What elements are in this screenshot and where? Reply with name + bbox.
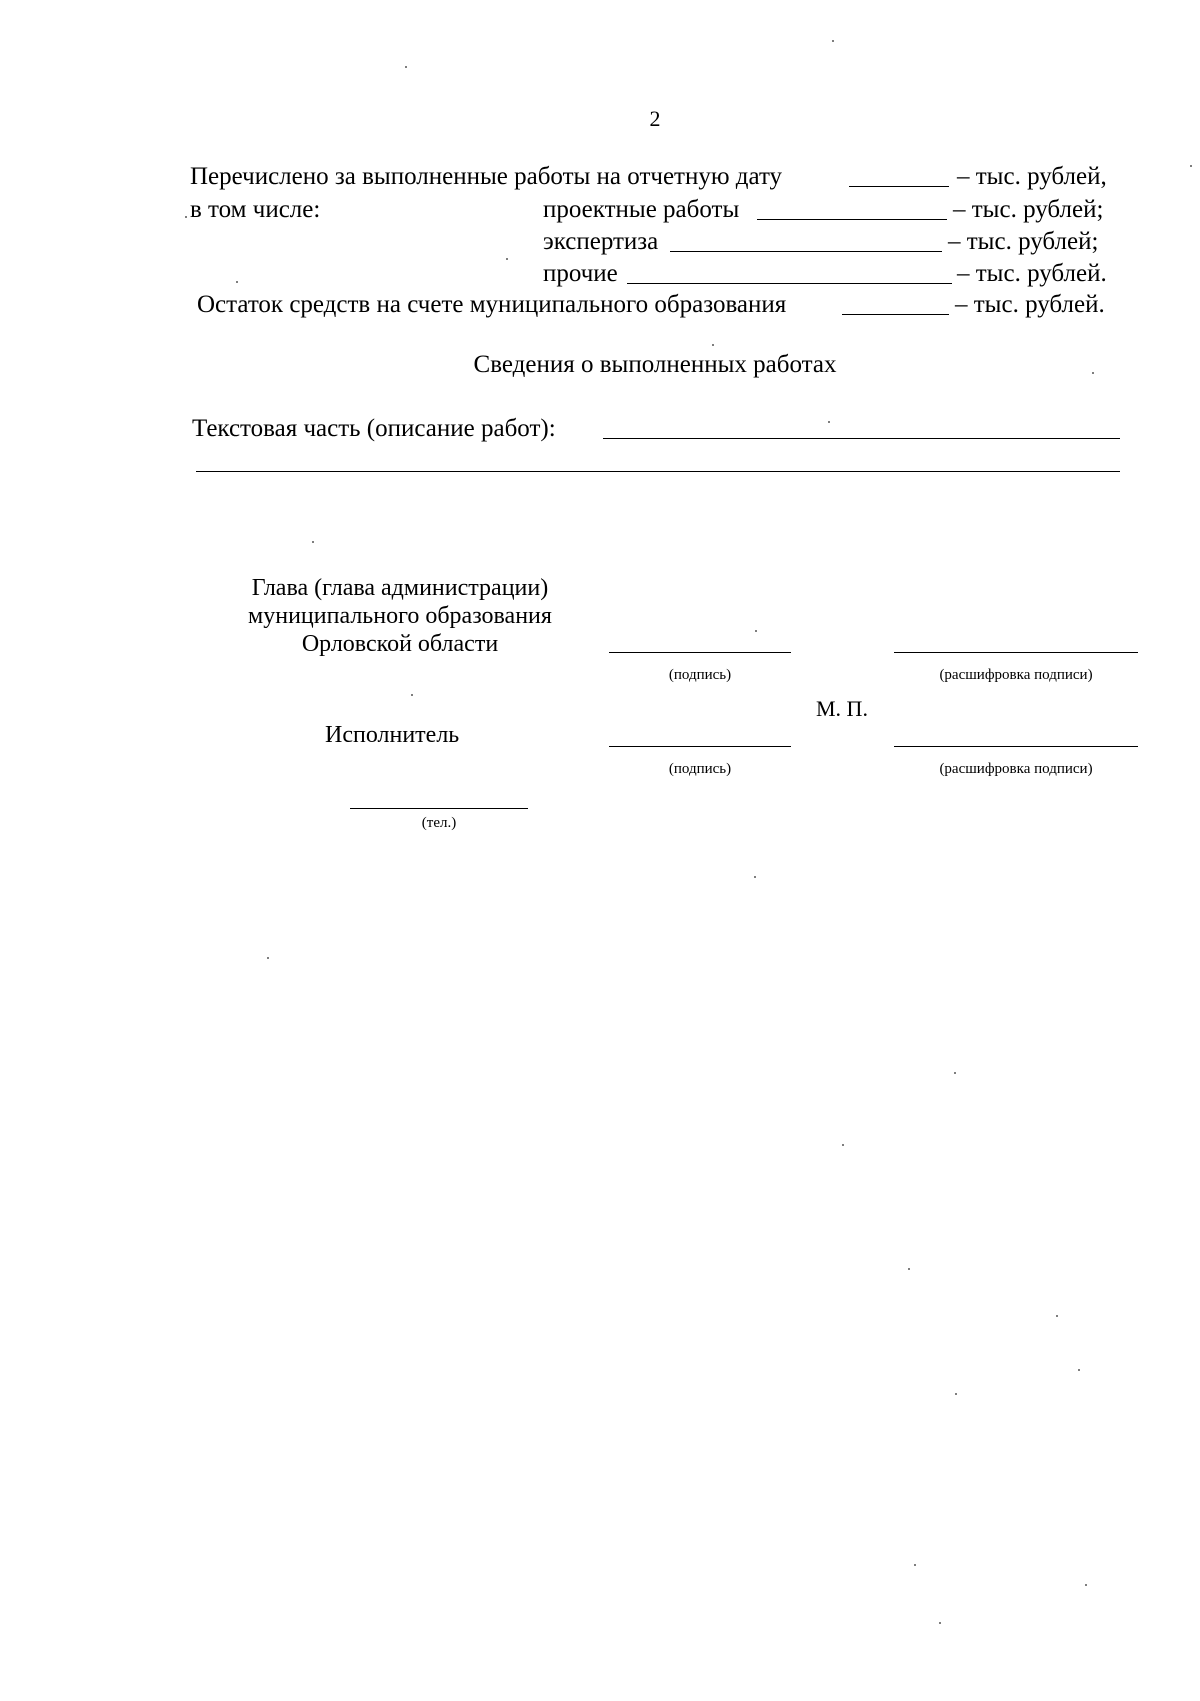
scan-speck (908, 1268, 910, 1270)
scan-speck (267, 957, 269, 959)
scan-speck (955, 1393, 957, 1395)
transferred-label: Перечислено за выполненные работы на отчетную дату (190, 163, 783, 190)
scan-speck (842, 1144, 844, 1146)
design-works-label: проектные работы (543, 196, 740, 223)
signature-caption: (подпись) (668, 667, 732, 683)
head-title-line1: Глава (глава администрации) (251, 575, 549, 601)
scan-speck (185, 216, 187, 218)
scan-speck (405, 66, 407, 68)
transferred-amount-blank[interactable] (849, 186, 949, 187)
text-part-blank-1[interactable] (603, 438, 1120, 439)
head-decoding-blank[interactable] (894, 652, 1138, 653)
including-label: в том числе: (190, 196, 321, 223)
scan-speck (1085, 1584, 1087, 1586)
executor-signature-blank[interactable] (609, 746, 791, 747)
other-blank[interactable] (627, 283, 952, 284)
expertise-blank[interactable] (670, 251, 942, 252)
page-number: 2 (649, 106, 661, 131)
scan-speck (954, 1072, 956, 1074)
phone-blank[interactable] (350, 808, 528, 809)
text-part-label: Текстовая часть (описание работ): (192, 415, 556, 442)
scan-speck (506, 258, 508, 260)
scan-speck (755, 630, 757, 632)
scan-speck (236, 281, 238, 283)
head-title-line2: муниципального образования (248, 603, 552, 629)
head-title-line3: Орловской области (301, 631, 499, 657)
scan-speck (411, 694, 413, 696)
scan-speck (939, 1622, 941, 1624)
other-label: прочие (543, 260, 618, 287)
scan-speck (1092, 372, 1094, 374)
scan-speck (754, 876, 756, 878)
head-signature-blank[interactable] (609, 652, 791, 653)
text-part-blank-2[interactable] (196, 471, 1120, 472)
scan-speck (914, 1564, 916, 1566)
scan-speck (828, 421, 830, 423)
design-works-blank[interactable] (757, 219, 947, 220)
scan-speck (832, 40, 834, 42)
works-heading: Сведения о выполненных работах (473, 351, 837, 378)
scan-speck (1190, 165, 1192, 167)
executor-label: Исполнитель (325, 722, 460, 748)
scan-speck (712, 344, 714, 346)
decoding-caption-2: (расшифровка подписи) (939, 761, 1093, 777)
scan-speck (1078, 1369, 1080, 1371)
expertise-label: экспертиза (543, 228, 659, 255)
transferred-unit: – тыс. рублей, (957, 163, 1107, 190)
balance-label: Остаток средств на счете муниципального образования (197, 291, 787, 318)
balance-blank[interactable] (842, 314, 949, 315)
phone-caption: (тел.) (421, 815, 457, 831)
stamp-label: М. П. (816, 696, 868, 721)
decoding-caption: (расшифровка подписи) (939, 667, 1093, 683)
scan-speck (312, 541, 314, 543)
expertise-unit: – тыс. рублей; (948, 228, 1099, 255)
scan-speck (1056, 1315, 1058, 1317)
executor-decoding-blank[interactable] (894, 746, 1138, 747)
signature-caption-2: (подпись) (668, 761, 732, 777)
design-works-unit: – тыс. рублей; (953, 196, 1104, 223)
other-unit: – тыс. рублей. (957, 260, 1107, 287)
balance-unit: – тыс. рублей. (955, 291, 1105, 318)
